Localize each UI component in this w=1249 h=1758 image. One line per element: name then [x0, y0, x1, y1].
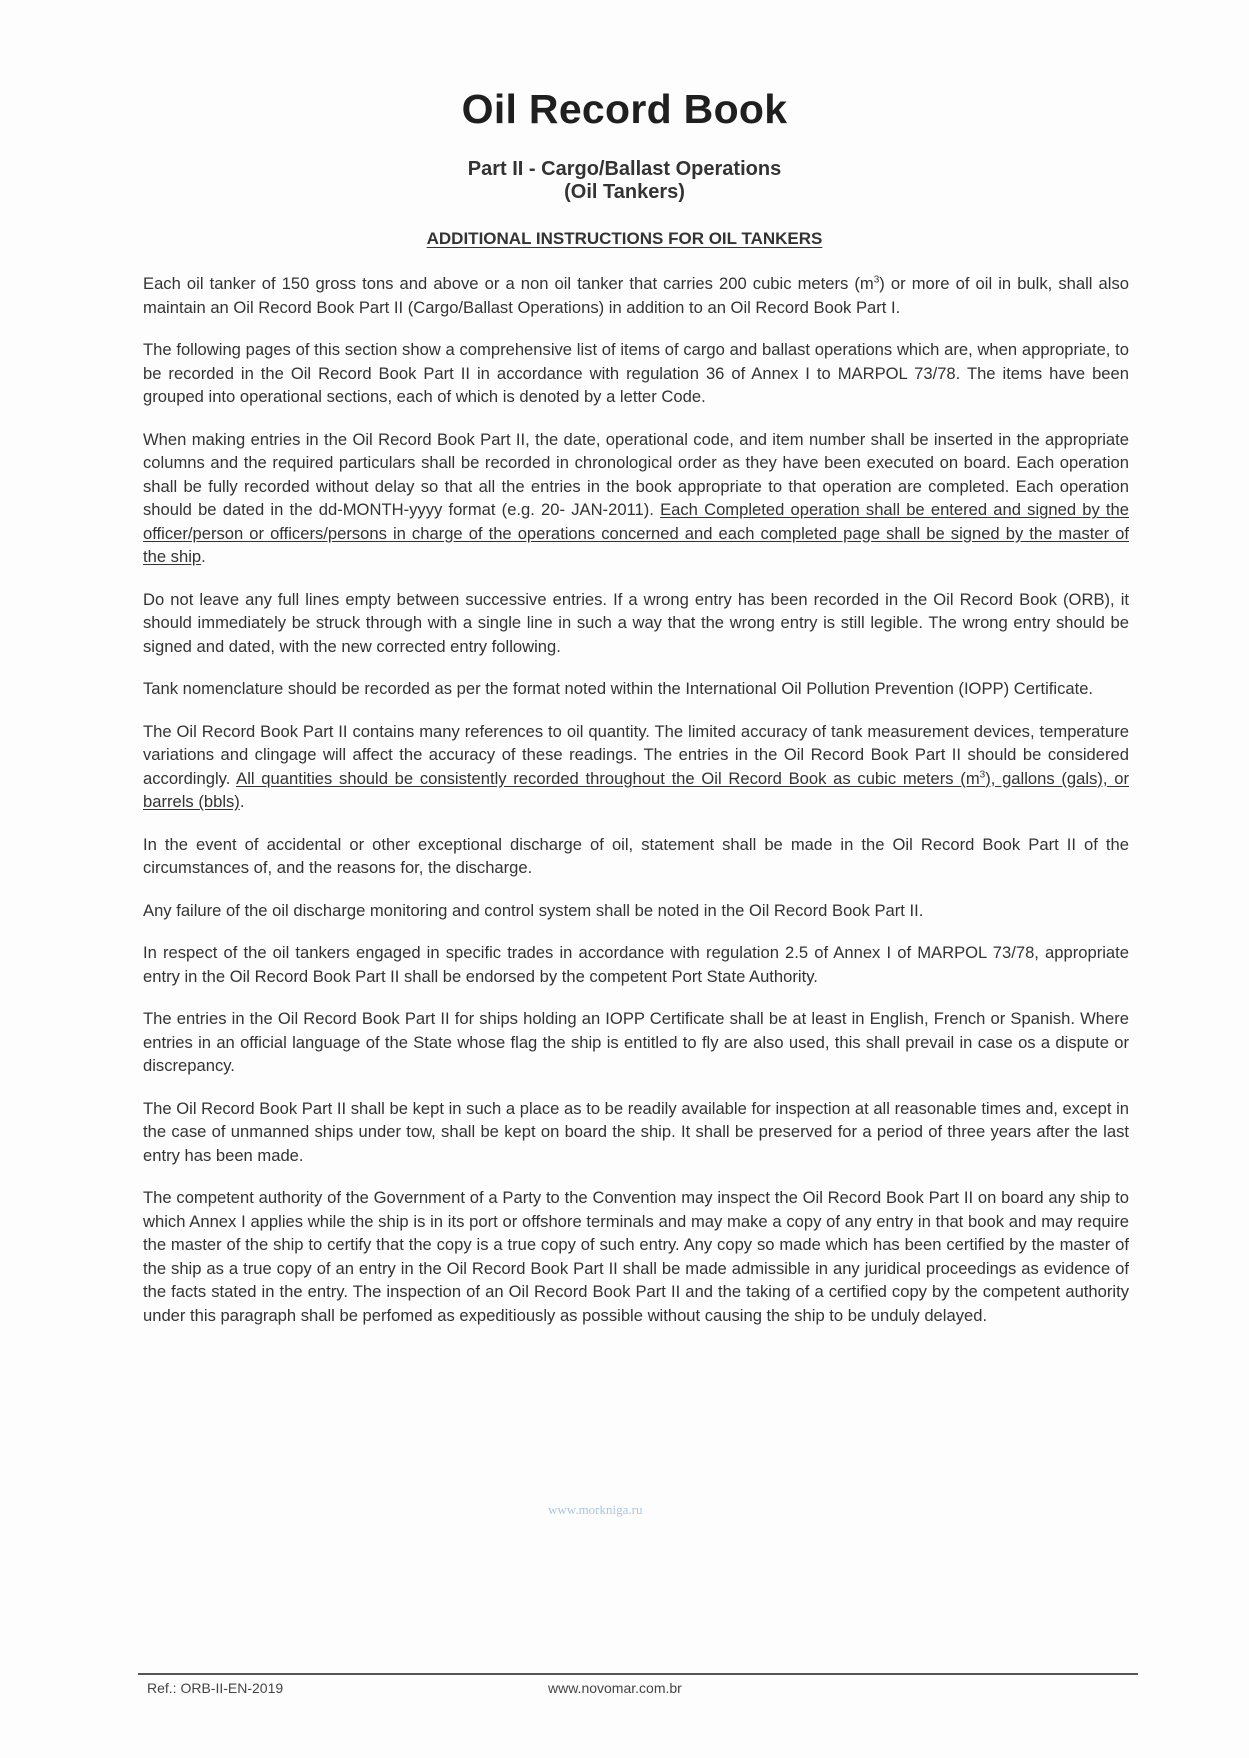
paragraph-item-codes: The following pages of this section show a comprehensive list of items of cargo and ballast operations which are, when appropriate, to be recorded in the Oil Record Book Part II in accordance with regulation 36 of Annex I to MARPOL 73/78. The items have been grouped into operational sections, each of which is denoted by a letter Code. [143, 340, 1129, 406]
footer-reference: Ref.: ORB-II-EN-2019 [147, 1680, 284, 1696]
subtitle-part: Part II - Cargo/Ballast Operations [467, 158, 782, 180]
instructions-body [143, 272, 1129, 1346]
paragraph-text: The Oil Record Book Part II contains many references to oil quantity. The limited accuracy of tank measurement devices, temperature variations and clingage will affect the accuracy of these readings. The entries in the Oil Record Book Part II should be considered accordingly. [143, 721, 1129, 788]
superscript: 3 [979, 768, 986, 780]
paragraph-text: . [201, 547, 206, 566]
document-title: Oil Record Book [461, 86, 788, 132]
underlined-text [143, 769, 1129, 812]
paragraph-oil-quantity [143, 720, 1129, 814]
section-heading: ADDITIONAL INSTRUCTIONS FOR OIL TANKERS [426, 229, 823, 248]
paragraph-inspection: The competent authority of the Government of a Party to the Convention may inspect the Oil Record Book Part II on board any ship to which Annex I applies while the ship is in its port or offshore terminals and may make a copy of any entry in that book and may require the master of the ship to certify that the copy is a true copy of such entry. Any copy so made which has been certified by the master of the ship as a true copy of an entry in the Oil Record Book Part II shall be made admissible in any juridical proceedings as evidence of the facts stated in the entry. The inspection of an Oil Record Book Part II and the taking of a certified copy by the competent authority under this paragraph shall be perfomed as expeditiously as possible without causing the ship to be unduly delayed. [143, 1188, 1129, 1325]
paragraph-exceptional-discharge: In the event of accidental or other exceptional discharge of oil, statement shall be made in the Oil Record Book Part II of the circumstances of, and the reasons for, the discharge. [143, 834, 1129, 877]
underlined-text: Each Completed operation shall be entered and signed by the officer/person or officers/persons in charge of the operations concerned and each completed page shall be signed by the master of the ship [143, 500, 1130, 566]
document-subtitle [0, 158, 1249, 204]
paragraph-applicability [143, 272, 1129, 319]
paragraph-text: . [239, 792, 245, 811]
footer-divider [138, 1673, 1138, 1675]
subtitle-vessel-type: (Oil Tankers) [564, 181, 685, 203]
footer-website: www.novomar.com.br [548, 1680, 682, 1696]
paragraph-retention: The Oil Record Book Part II shall be kept in such a place as to be readily available for inspection at all reasonable times and, except in the case of unmanned ships under tow, shall be kept on board the ship. It shall be preserved for a period of three years after the last entry has been made. [143, 1098, 1129, 1165]
paragraph-specific-trades: In respect of the oil tankers engaged in specific trades in accordance with regulation 2.5 of Annex I of MARPOL 73/78, appropriate entry in the Oil Record Book Part II shall be endorsed by the competent Port State Authority. [143, 943, 1129, 986]
paragraph-making-entries [143, 428, 1129, 569]
paragraph-odmcs-failure: Any failure of the oil discharge monitoring and control system shall be noted in the Oil Record Book Part II. [143, 900, 924, 920]
underlined-text-part: ), gallons (gals), or barrels (bbls) [143, 768, 1129, 811]
paragraph-wrong-entries: Do not leave any full lines empty between successive entries. If a wrong entry has been recorded in the Oil Record Book (ORB), it should immediately be struck through with a single line in such a way that the wrong entry is still legible. The wrong entry should be signed and dated, with the new corrected entry following. [143, 589, 1129, 656]
paragraph-language: The entries in the Oil Record Book Part II for ships holding an IOPP Certificate shall be at least in English, French or Spanish. Where entries in an official language of the State whose flag the ship is entitled to fly are also used, this shall prevail in case os a dispute or discrepancy. [143, 1009, 1129, 1075]
superscript: 3 [873, 274, 880, 286]
watermark: www.morkniga.ru [548, 1502, 643, 1517]
paragraph-tank-nomenclature: Tank nomenclature should be recorded as per the format noted within the International Oil Pollution Prevention (IOPP) Certificate. [143, 679, 1094, 698]
paragraph-text: Each oil tanker of 150 gross tons and above or a non oil tanker that carries 200 cubic meters (m [143, 274, 874, 293]
underlined-text-part: All quantities should be consistently recorded throughout the Oil Record Book as cubic meters (m [236, 768, 980, 788]
paragraph-text: ) or more of oil in bulk, shall also maintain an Oil Record Book Part II (Cargo/Ballast Operations) in addition to an Oil Record Book Part I. [143, 274, 1129, 317]
paragraph-text: When making entries in the Oil Record Book Part II, the date, operational code, and item number shall be inserted in the appropriate columns and the required particulars shall be recorded in chronological order as they have been executed on board. Each operation shall be fully recorded without delay so that all the entries in the book appropriate to that operation are completed. Each operation should be dated in the dd-MONTH-yyyy format (e.g. 20- JAN-2011). [143, 429, 1129, 519]
